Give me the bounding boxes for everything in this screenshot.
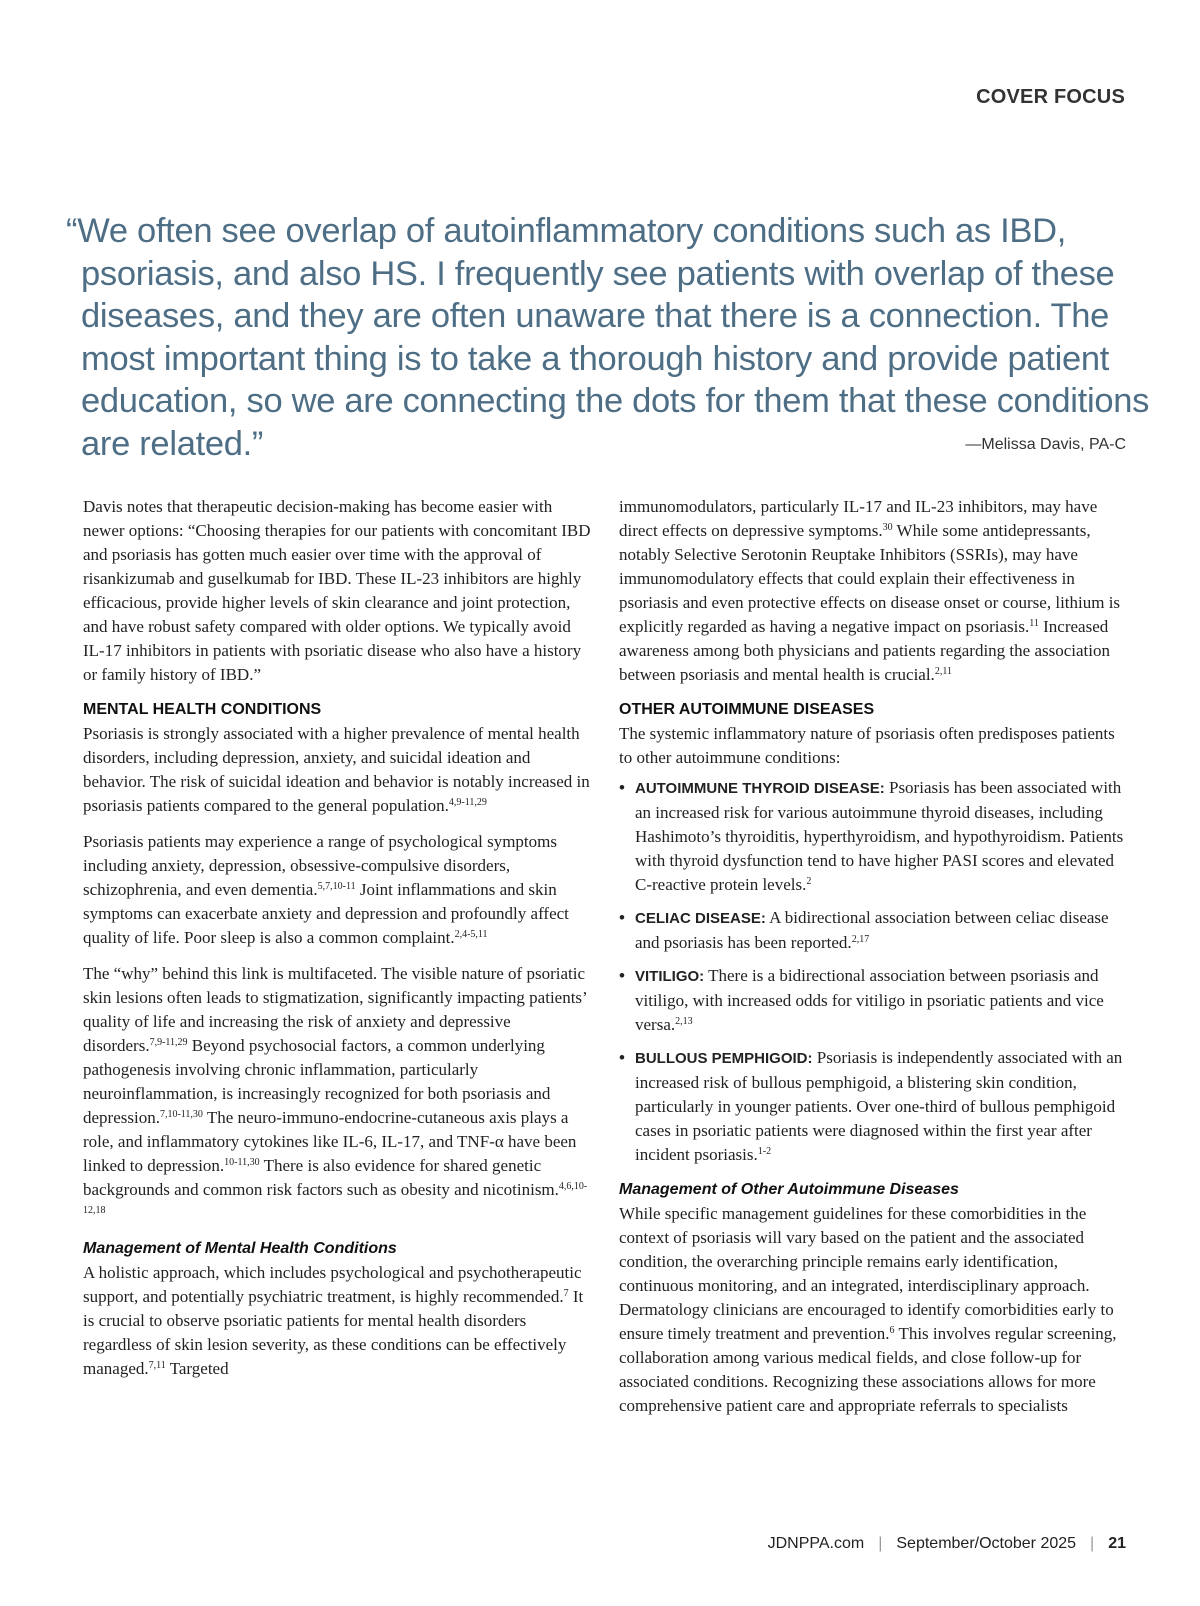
list-item <box>619 776 1129 897</box>
paragraph-text: Psoriasis is strongly associated with a higher prevalence of mental health disorders, including depression, anxiety, and suicidal ideation and behavior. The risk of suicidal ideation and behavior is notably increased in psoriasis patients compared to the general population. <box>83 724 590 815</box>
paragraph-text: A holistic approach, which includes psychological and psychotherapeutic support, and potentially psychiatric treatment, is highly recommended. <box>83 1263 582 1306</box>
footer-separator: | <box>878 1535 883 1552</box>
list-item <box>619 964 1129 1037</box>
page-number: 21 <box>1108 1535 1126 1552</box>
citation: 2,13 <box>675 1016 693 1027</box>
citation: 2,11 <box>934 666 952 677</box>
mental-health-management-heading: Management of Mental Health Conditions <box>83 1240 397 1257</box>
section-label: COVER FOCUS <box>976 86 1125 108</box>
list-item <box>619 1046 1129 1167</box>
autoimmune-intro: The systemic inflammatory nature of psoriasis often predisposes patients to other autoimmune conditions: <box>619 724 1115 767</box>
citation: 1-2 <box>757 1146 772 1157</box>
citation: 4,9-11,29 <box>448 797 487 808</box>
paragraph-text: The “why” behind this link is multifaceted. The visible nature of psoriatic skin lesions often leads to stigmatization, significantly impacting patients’ quality of life and increasing the risk of anxiety and depressive disorders. <box>83 964 587 1055</box>
list-item <box>619 906 1129 955</box>
list-item-text: There is a bidirectional association between psoriasis and vitiligo, with increased odds for vitiligo in psoriatic patients and vice versa. <box>635 966 1104 1034</box>
citation: 7,10-11,30 <box>159 1109 203 1120</box>
footer-separator: | <box>1090 1535 1095 1552</box>
citation: 2,4-5,11 <box>454 929 488 940</box>
mental-health-heading: MENTAL HEALTH CONDITIONS <box>83 701 322 718</box>
bullet-icon: • <box>619 908 625 927</box>
citation: 11 <box>1029 618 1039 629</box>
footer-site: JDNPPA.com <box>767 1535 865 1552</box>
mental-health-paragraph-2 <box>83 830 591 950</box>
paragraph-text: There is also evidence for shared genetic backgrounds and common risk factors such as obesity and nicotinism. <box>83 1156 559 1199</box>
autoimmune-list <box>619 776 1129 1167</box>
paragraph-text: Increased awareness among both physicians and patients regarding the association between psoriasis and mental health is crucial. <box>619 617 1110 684</box>
pull-quote: “We often see overlap of autoinflammatory conditions such as IBD, psoriasis, and also HS. I frequently see patients with overlap of these diseases, and they are often unaware that there is a connection. The most important thing is to take a thorough history and provide patient education, so we are connecting the dots for them that these conditions are related.” <box>66 212 1150 463</box>
list-item-term: AUTOIMMUNE THYROID DISEASE: <box>635 780 885 797</box>
paragraph-text: While some antidepressants, notably Selective Serotonin Reuptake Inhibitors (SSRIs), may have immunomodulatory effects that could explain their effectiveness in psoriasis and even protective effects on disease onset or course, lithium is explicitly regarded as having a negative impact on psoriasis. <box>619 521 1121 636</box>
quote-attribution: —Melissa Davis, PA-C <box>965 436 1126 453</box>
list-item-term: VITILIGO: <box>635 968 705 985</box>
citation: 7,11 <box>148 1360 166 1371</box>
citation: 7 <box>563 1288 569 1299</box>
paragraph-text: immunomodulators, particularly IL-17 and IL-23 inhibitors, may have direct effects on depressive symptoms. <box>619 497 1098 540</box>
citation: 6 <box>889 1325 895 1336</box>
citation: 4,6,10-12,18 <box>83 1181 588 1216</box>
bullet-icon: • <box>619 966 625 985</box>
paragraph-text: It is crucial to observe psoriatic patients for mental health disorders regardless of skin lesion severity, as these conditions can be effectively managed. <box>83 1287 584 1378</box>
citation: 7,9-11,29 <box>149 1037 188 1048</box>
continued-paragraph <box>619 495 1129 687</box>
list-item-text: A bidirectional association between celiac disease and psoriasis has been reported. <box>635 908 1109 952</box>
citation: 2,17 <box>851 934 870 945</box>
list-item-text: Psoriasis has been associated with an increased risk for various autoimmune thyroid diseases, including Hashimoto’s thyroiditis, hyperthyroidism, and hypothyroidism. Patients with thyroid dysfunction tend to have higher PASI scores and elevated C-reactive protein levels. <box>635 778 1124 894</box>
citation: 10-11,30 <box>224 1157 260 1168</box>
left-column <box>83 495 591 1393</box>
mental-health-paragraph-3 <box>83 962 591 1226</box>
autoimmune-heading: OTHER AUTOIMMUNE DISEASES <box>619 701 875 718</box>
right-column <box>619 495 1129 1430</box>
page-footer <box>768 1535 1126 1553</box>
paragraph-text: Psoriasis patients may experience a range of psychological symptoms including anxiety, depression, obsessive-compulsive disorders, schizophrenia, and even dementia. <box>83 832 557 899</box>
list-item-text: Psoriasis is independently associated with an increased risk of bullous pemphigoid, a blistering skin condition, particularly in younger patients. Over one-third of bullous pemphigoid cases in psoriatic patients were diagnosed within the first year after incident psoriasis. <box>635 1048 1123 1164</box>
citation: 5,7,10-11 <box>317 881 356 892</box>
paragraph-text: Targeted <box>165 1359 229 1378</box>
bullet-icon: • <box>619 778 625 797</box>
autoimmune-management-heading: Management of Other Autoimmune Diseases <box>619 1181 959 1198</box>
list-item-term: CELIAC DISEASE: <box>635 910 766 927</box>
mental-health-paragraph-1 <box>83 722 591 818</box>
mental-health-management-paragraph <box>83 1261 591 1381</box>
paragraph-text: Beyond psychosocial factors, a common underlying pathogenesis involving chronic inflammation, particularly neuroinflammation, is increasingly recognized for both psoriasis and depression. <box>83 1036 551 1127</box>
autoimmune-management-paragraph <box>619 1202 1129 1418</box>
bullet-icon: • <box>619 1048 625 1067</box>
citation: 30 <box>882 522 893 533</box>
paragraph-text: While specific management guidelines for these comorbidities in the context of psoriasis will vary based on the patient and the associated condition, the overarching principle remains early identification, continuous monitoring, and an integrated, interdisciplinary approach. Dermatology clinicians are encouraged to identify comorbidities early to ensure timely treatment and prevention. <box>619 1204 1114 1343</box>
footer-issue: September/October 2025 <box>896 1535 1077 1552</box>
paragraph-text: The neuro-immuno-endocrine-cutaneous axis plays a role, and inflammatory cytokines like IL-6, IL-17, and TNF-α have been linked to depression. <box>83 1108 577 1175</box>
list-item-term: BULLOUS PEMPHIGOID: <box>635 1050 813 1067</box>
paragraph-text: Joint inflammations and skin symptoms can exacerbate anxiety and depression and profoundly affect quality of life. Poor sleep is also a common complaint. <box>83 880 569 947</box>
paragraph-text: This involves regular screening, collaboration among various medical fields, and close follow-up for associated conditions. Recognizing these associations allows for more comprehensive patient care and appropriate referrals to specialists <box>619 1324 1117 1415</box>
intro-paragraph: Davis notes that therapeutic decision-making has become easier with newer options: “Choosing therapies for our patients with concomitant IBD and psoriasis has gotten much easier over time with the approval of risankizumab and guselkumab for IBD. These IL-23 inhibitors are highly efficacious, provide higher levels of skin clearance and joint protection, and have robust safety compared with older options. We typically avoid IL-17 inhibitors in patients with psoriatic disease who also have a history or family history of IBD.” <box>83 497 591 684</box>
citation: 2 <box>806 876 812 887</box>
